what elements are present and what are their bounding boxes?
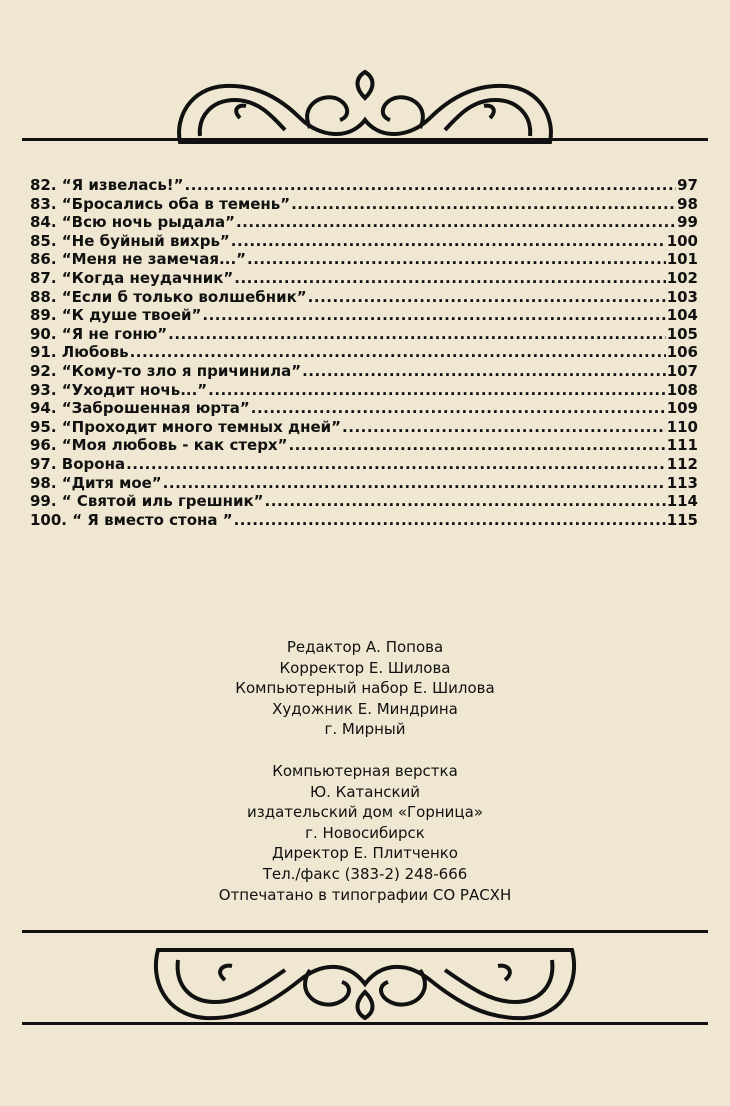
toc-row [30,269,698,288]
toc-title: 85. “Не буйный вихрь” [30,231,230,250]
toc-page: 97 [677,176,698,194]
credit-line: г. Мирный [324,720,406,739]
toc-title: 94. “Заброшенная юрта” [30,399,250,418]
toc-page: 105 [666,324,698,343]
credits-publishing [0,761,730,905]
toc-title: 86. “Меня не замечая...” [30,250,247,269]
toc-row [30,325,698,344]
credit-line: Ю. Катанский [309,782,421,801]
toc-title: 91. Любовь [30,343,129,362]
toc-row [30,343,698,362]
credit-line: Редактор А. Попова [286,638,444,656]
toc-leader [208,381,666,400]
toc-leader [163,474,666,493]
toc-leader [185,176,677,195]
toc-row [30,455,698,474]
toc-title: 88. “Если б только волшебник” [30,287,307,306]
toc-leader [234,269,665,288]
credit-line: Директор Е. Плитченко [272,844,458,863]
toc-title: 95. “Проходит много темных дней” [30,417,342,436]
toc-leader [288,436,665,455]
toc-title: 89. “К душе твоей” [30,306,202,325]
table-of-contents [30,176,698,529]
toc-leader [168,325,666,344]
toc-title: 92. “Кому-то зло я причинила” [30,361,302,380]
credits-editorial [0,637,730,740]
toc-leader [126,455,666,474]
toc-row [30,474,698,493]
toc-page: 111 [666,436,698,455]
toc-leader [265,492,666,511]
toc-title: 96. “Моя любовь - как стерх” [30,436,288,455]
credit-line: г. Новосибирск [305,823,425,842]
toc-row [30,306,698,325]
credit-line: Компьютерный набор Е. Шилова [235,679,495,698]
toc-page: 109 [666,399,698,418]
toc-row [30,399,698,418]
toc-page: 104 [666,306,698,325]
credit-line: Отпечатано в типографии СО РАСХН [218,885,512,904]
credit-line: издательский дом «Горница» [246,803,484,822]
toc-page: 113 [666,473,698,492]
bottom-ornament-icon [0,920,730,1030]
toc-page: 108 [666,380,698,399]
toc-row [30,213,698,232]
toc-leader [302,362,666,381]
toc-page: 102 [666,268,698,287]
toc-page: 103 [666,287,698,306]
toc-leader [236,213,676,232]
toc-title: 84. “Всю ночь рыдала” [30,213,235,232]
toc-page: 115 [666,510,698,529]
credit-line: Художник Е. Миндрина [272,699,458,718]
toc-row [30,492,698,511]
toc-title: 99. “ Святой иль грешник” [30,492,264,511]
toc-title: 83. “Бросались оба в темень” [30,194,291,213]
credit-line: Корректор Е. Шилова [279,658,451,677]
toc-leader [291,195,676,214]
toc-title: 93. “Уходит ночь...” [30,380,208,399]
toc-title: 98. “Дитя мое” [30,473,162,492]
toc-leader [251,399,666,418]
toc-leader [202,306,665,325]
toc-title: 87. “Когда неудачник” [30,268,234,287]
toc-row [30,511,698,530]
top-ornament-icon [0,58,730,158]
toc-row [30,250,698,269]
toc-row [30,232,698,251]
toc-leader [247,250,666,269]
toc-leader [342,418,666,437]
toc-leader [234,511,666,530]
bottom-rule-lower [22,1022,708,1025]
toc-row [30,176,698,195]
toc-page: 101 [666,250,698,269]
toc-page: 107 [666,361,698,380]
toc-row [30,381,698,400]
toc-leader [130,343,666,362]
toc-title: 82. “Я извелась!” [30,176,184,194]
toc-title: 90. “Я не гоню” [30,324,168,343]
toc-page: 114 [666,492,698,511]
toc-leader [231,232,666,251]
toc-title: 97. Ворона [30,454,126,473]
toc-page: 100 [666,231,698,250]
toc-row [30,436,698,455]
toc-page: 110 [666,417,698,436]
toc-page: 98 [677,194,698,213]
credit-line: Тел./факс (383-2) 248-666 [262,864,468,883]
toc-row [30,195,698,214]
toc-leader [308,288,666,307]
toc-title: 100. “ Я вместо стона ” [30,510,233,529]
toc-page: 106 [666,343,698,362]
top-rule [22,138,708,141]
toc-row [30,362,698,381]
toc-page: 99 [677,213,698,232]
toc-row [30,418,698,437]
toc-page: 112 [666,454,698,473]
toc-row [30,288,698,307]
credit-line: Компьютерная верстка [272,762,458,780]
